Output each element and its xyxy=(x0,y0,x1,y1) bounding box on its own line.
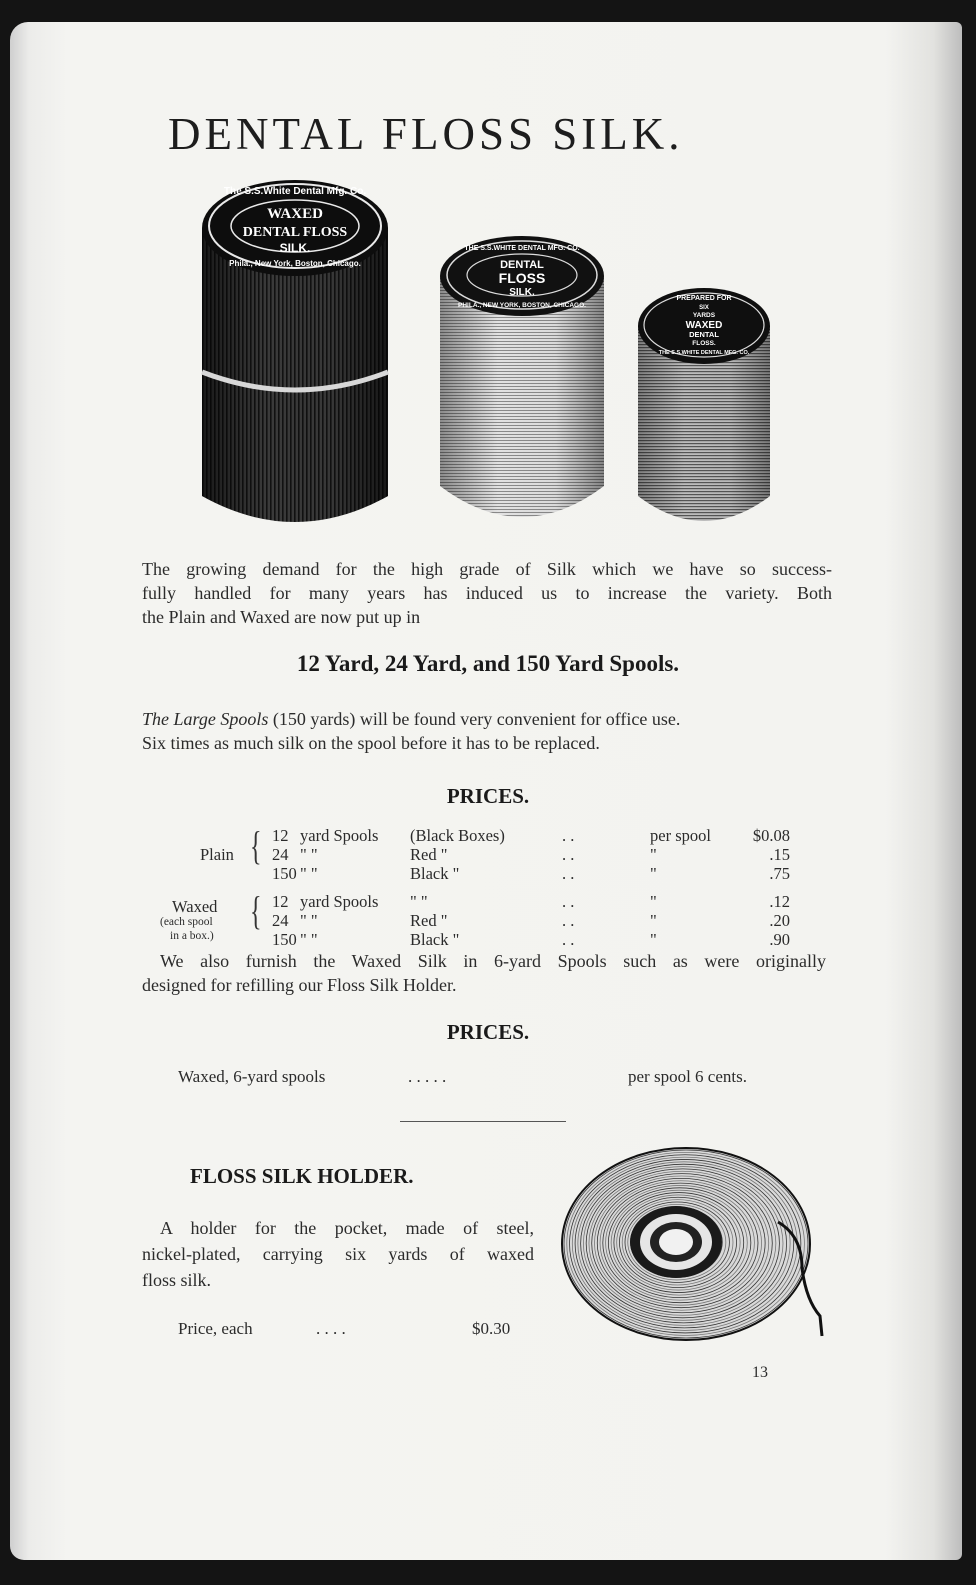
prices-heading-2: PRICES. xyxy=(446,1020,530,1044)
holder-price-dots: . . . . xyxy=(316,1319,346,1338)
price-row-price: .12 xyxy=(769,892,790,911)
spool1-line2: DENTAL FLOSS xyxy=(242,225,348,240)
price-row-per: " xyxy=(650,911,657,930)
holder-price-label: Price, each xyxy=(178,1319,253,1338)
price-row-per: " xyxy=(650,845,657,864)
price-row-qty: 12 xyxy=(272,892,289,911)
waxed-floss-spool xyxy=(202,180,388,522)
spool1-line1: WAXED xyxy=(267,206,323,222)
section-divider xyxy=(400,1121,566,1122)
holder-description xyxy=(142,1215,534,1293)
plain-floss-spool xyxy=(440,236,604,517)
floss-holder-illustration xyxy=(558,1140,830,1352)
page-title: DENTAL FLOSS SILK. xyxy=(168,109,684,159)
spool3-brand: THE S.S.WHITE DENTAL MFG. CO. xyxy=(658,350,750,356)
spool2-cities: PHILA., NEW YORK, BOSTON, CHICAGO. xyxy=(458,302,586,309)
price-row-qty: 24 xyxy=(272,845,289,864)
page-number: 13 xyxy=(752,1364,768,1381)
waxed-note-1: (each spool xyxy=(160,916,213,928)
intro-line-2: fully handled for many years has induced us to increase the variety. Both xyxy=(142,583,832,603)
price-row-price: .20 xyxy=(769,911,790,930)
price-row-per: " xyxy=(650,864,657,883)
plain-brace: { xyxy=(250,823,262,868)
price-row-per: " xyxy=(650,892,657,911)
spool2-line2: FLOSS xyxy=(498,270,546,286)
price-row-qty: 12 xyxy=(272,826,289,845)
waxed-note-2: in a box.) xyxy=(170,930,214,942)
spool2-line1: DENTAL xyxy=(500,259,544,271)
intro-paragraph xyxy=(142,557,832,629)
price-row-desc: yard Spools xyxy=(300,892,379,911)
price-row-color: Black " xyxy=(410,930,460,949)
waxed-label: Waxed xyxy=(172,897,218,916)
holder-line-3: floss silk. xyxy=(142,1270,212,1290)
large-spools-emphasis: The Large Spools xyxy=(142,709,269,729)
price-row-per: per spool xyxy=(650,826,711,845)
price-row-dots: . . xyxy=(562,911,575,930)
six-yard-paragraph xyxy=(142,949,826,997)
price-row-price: .90 xyxy=(769,930,790,949)
price-row-desc: yard Spools xyxy=(300,826,379,845)
spool2-line3: SILK. xyxy=(509,287,535,298)
price-row-color: (Black Boxes) xyxy=(410,826,505,845)
spool2-brand: THE S.S.WHITE DENTAL MFG. CO. xyxy=(464,245,580,252)
spool3-line3: FLOSS. xyxy=(692,340,716,347)
waxed-six-yard-label: Waxed, 6-yard spools xyxy=(178,1067,326,1086)
spool3-line-a: PREPARED FOR xyxy=(676,295,732,302)
spool3-line1: WAXED xyxy=(685,320,723,331)
price-row-dots: . . xyxy=(562,892,575,911)
spool-illustrations xyxy=(190,176,790,548)
price-row-desc: " " xyxy=(300,864,318,883)
plain-label: Plain xyxy=(200,845,234,864)
spool3-line2: DENTAL xyxy=(689,330,719,339)
price-row-price: .15 xyxy=(769,845,790,864)
waxed-six-yard-dots: . . . . . xyxy=(408,1067,447,1086)
intro-line-1: The growing demand for the high grade of Silk which we have so success- xyxy=(142,559,832,579)
price-row-color: Black " xyxy=(410,864,460,883)
price-row-desc: " " xyxy=(300,911,318,930)
waxed-six-yard-price: per spool 6 cents. xyxy=(628,1067,747,1086)
price-row-qty: 150 xyxy=(272,930,297,949)
holder-line-1: A holder for the pocket, made of steel, xyxy=(160,1218,534,1238)
waxed-brace: { xyxy=(250,888,262,933)
spool3-line-b: SIX xyxy=(699,305,709,311)
spool1-cities: Phila., New York, Boston, Chicago. xyxy=(229,259,361,268)
intro-line-3: the Plain and Waxed are now put up in xyxy=(142,607,421,627)
six-yard-line-2: designed for refilling our Floss Silk Holder. xyxy=(142,975,457,995)
price-row-dots: . . xyxy=(562,930,575,949)
price-row-dots: . . xyxy=(562,826,575,845)
holder-price: $0.30 xyxy=(472,1319,511,1338)
holder-line-2: nickel-plated, carrying six yards of waxed xyxy=(142,1244,534,1264)
price-row-dots: . . xyxy=(562,864,575,883)
price-row-color: Red " xyxy=(410,911,448,930)
spool-sizes-heading: 12 Yard, 24 Yard, and 150 Yard Spools. xyxy=(296,651,680,676)
six-yard-line-1: We also furnish the Waxed Silk in 6-yard Spools such as were originally xyxy=(160,951,826,971)
spool1-brand: The S.S.White Dental Mfg. Co. xyxy=(223,186,367,197)
price-row-color: Red " xyxy=(410,845,448,864)
price-row-price: .75 xyxy=(769,864,790,883)
large-spools-text: (150 yards) will be found very convenient for office use. xyxy=(268,709,681,729)
price-row-price: $0.08 xyxy=(752,826,790,845)
prices-heading-1: PRICES. xyxy=(446,784,530,808)
price-row-per: " xyxy=(650,930,657,949)
large-spools-line-2: Six times as much silk on the spool before it has to be replaced. xyxy=(142,733,600,753)
large-spools-paragraph xyxy=(142,707,832,755)
price-row-desc: " " xyxy=(300,845,318,864)
price-row-dots: . . xyxy=(562,845,575,864)
six-yard-spool xyxy=(638,288,770,521)
spool3-line-c: YARDS xyxy=(692,312,716,319)
holder-heading: FLOSS SILK HOLDER. xyxy=(190,1164,414,1188)
price-row-qty: 24 xyxy=(272,911,289,930)
price-row-color: " " xyxy=(410,892,428,911)
price-row-qty: 150 xyxy=(272,864,297,883)
price-row-desc: " " xyxy=(300,930,318,949)
spool1-line3: SILK. xyxy=(279,241,311,255)
